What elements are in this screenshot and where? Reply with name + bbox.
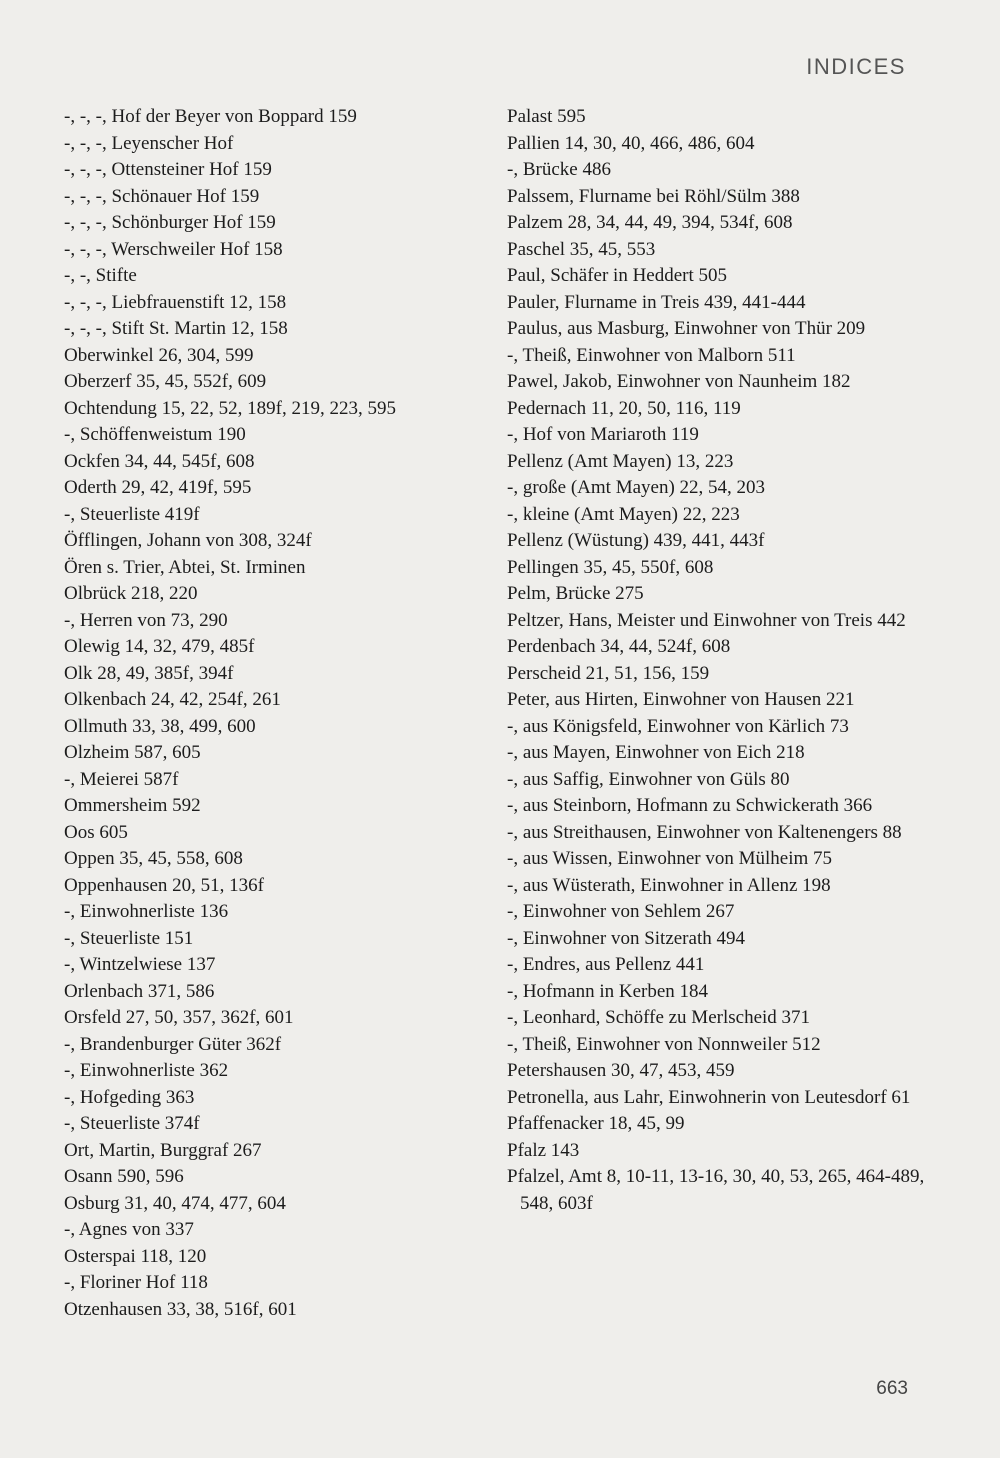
index-entry: Olewig 14, 32, 479, 485f	[64, 636, 255, 657]
index-entry: -, Herren von 73, 290	[64, 609, 228, 631]
index-entry: -, Theiß, Einwohner von Nonnweiler 512	[507, 1033, 821, 1055]
index-entry: -, -, -, Ottensteiner Hof 159	[64, 159, 272, 180]
index-entry: -, Brandenburger Güter 362f	[64, 1033, 282, 1055]
index-entry: Pallien 14, 30, 40, 466, 486, 604	[507, 132, 755, 154]
index-entry: Oppenhausen 20, 51, 136f	[64, 874, 264, 896]
index-entry: -, Einwohner von Sehlem 267	[507, 901, 735, 922]
index-entry: Paul, Schäfer in Heddert 505	[507, 265, 728, 286]
index-entry: Peltzer, Hans, Meister und Einwohner von Treis 442	[507, 609, 906, 631]
index-entry: -, Steuerliste 151	[64, 927, 194, 949]
index-entry: -, -, -, Schönburger Hof 159	[64, 212, 276, 233]
index-entry: -, Einwohnerliste 362	[64, 1060, 229, 1081]
index-entry: Petronella, aus Lahr, Einwohnerin von Leutesdorf 61	[507, 1086, 911, 1108]
index-entry: Oderth 29, 42, 419f, 595	[64, 477, 252, 498]
index-entry: -, kleine (Amt Mayen) 22, 223	[507, 503, 740, 525]
page-number: 663	[876, 1378, 908, 1399]
index-entry: -, aus Saffig, Einwohner von Güls 80	[507, 768, 790, 790]
index-entry: Ommersheim 592	[64, 795, 201, 816]
index-entry: -, -, -, Liebfrauenstift 12, 158	[64, 291, 287, 313]
index-entry: Ollmuth 33, 38, 499, 600	[64, 715, 256, 737]
index-entry: -, Meierei 587f	[64, 768, 179, 790]
index-entry: -, -, -, Werschweiler Hof 158	[64, 238, 283, 260]
index-column-right	[507, 104, 927, 1217]
index-entry: -, Einwohnerliste 136	[64, 901, 229, 922]
index-entry: -, Floriner Hof 118	[64, 1272, 208, 1293]
index-entry: Pedernach 11, 20, 50, 116, 119	[507, 397, 741, 419]
index-column-left	[64, 104, 484, 1323]
index-entry: -, aus Wissen, Einwohner von Mülheim 75	[507, 848, 833, 869]
running-head: INDICES	[806, 54, 906, 79]
index-entry: Perdenbach 34, 44, 524f, 608	[507, 636, 731, 657]
index-entry: Ort, Martin, Burggraf 267	[64, 1139, 262, 1161]
index-entry: -, -, -, Leyenscher Hof	[64, 132, 234, 154]
index-entry: Pawel, Jakob, Einwohner von Naunheim 182	[507, 371, 851, 392]
index-entry: -, Theiß, Einwohner von Malborn 511	[507, 344, 796, 366]
index-entry: Palast 595	[507, 106, 586, 127]
index-entry: -, Brücke 486	[507, 159, 611, 180]
index-entry: Palzem 28, 34, 44, 49, 394, 534f, 608	[507, 212, 793, 233]
index-entry: Olk 28, 49, 385f, 394f	[64, 662, 234, 684]
index-entry: Pellingen 35, 45, 550f, 608	[507, 556, 714, 578]
index-entry: Oppen 35, 45, 558, 608	[64, 848, 243, 869]
index-entry: Perscheid 21, 51, 156, 159	[507, 662, 710, 684]
index-entry: Oberzerf 35, 45, 552f, 609	[64, 371, 267, 392]
index-entry: Olkenbach 24, 42, 254f, 261	[64, 689, 281, 710]
index-entry: Petershausen 30, 47, 453, 459	[507, 1060, 735, 1081]
index-entry: Paschel 35, 45, 553	[507, 238, 656, 260]
index-entry: -, Hofmann in Kerben 184	[507, 980, 709, 1002]
index-entry: Osterspai 118, 120	[64, 1245, 207, 1267]
index-entry: -, Endres, aus Pellenz 441	[507, 954, 705, 975]
index-entry: Olzheim 587, 605	[64, 742, 201, 763]
index-entry: Paulus, aus Masburg, Einwohner von Thür 209	[507, 318, 866, 339]
index-entry: Osburg 31, 40, 474, 477, 604	[64, 1192, 286, 1214]
index-entry: -, aus Streithausen, Einwohner von Kaltenengers 88	[507, 821, 902, 843]
index-entry: -, aus Königsfeld, Einwohner von Kärlich 73	[507, 715, 849, 737]
index-entry: -, aus Wüsterath, Einwohner in Allenz 198	[507, 874, 831, 896]
index-entry: -, Wintzelwiese 137	[64, 954, 216, 975]
index-entry: Oberwinkel 26, 304, 599	[64, 344, 254, 366]
index-entry: Ören s. Trier, Abtei, St. Irminen	[64, 556, 306, 578]
index-entry: Pfalz 143	[507, 1139, 580, 1161]
index-entry: Pfalzel, Amt 8, 10-11, 13-16, 30, 40, 53, 265, 464-489, 548, 603f	[507, 1166, 925, 1214]
index-entry: -, Einwohner von Sitzerath 494	[507, 927, 745, 949]
index-entry: -, große (Amt Mayen) 22, 54, 203	[507, 477, 766, 498]
index-entry: -, -, -, Stift St. Martin 12, 158	[64, 318, 288, 339]
index-entry: Palssem, Flurname bei Röhl/Sülm 388	[507, 185, 800, 207]
index-entry: Peter, aus Hirten, Einwohner von Hausen 221	[507, 689, 855, 710]
index-entry: Pauler, Flurname in Treis 439, 441-444	[507, 291, 806, 313]
index-entry: -, Leonhard, Schöffe zu Merlscheid 371	[507, 1007, 811, 1028]
index-entry: -, Schöffenweistum 190	[64, 424, 246, 445]
index-entry: Oos 605	[64, 821, 128, 843]
index-entry: Orlenbach 371, 586	[64, 980, 215, 1002]
index-entry: -, -, Stifte	[64, 265, 137, 286]
index-entry: Pellenz (Amt Mayen) 13, 223	[507, 450, 734, 472]
index-entry: -, Hofgeding 363	[64, 1086, 195, 1108]
index-entry: -, -, -, Hof der Beyer von Boppard 159	[64, 106, 357, 127]
index-entry: -, aus Steinborn, Hofmann zu Schwickerath 366	[507, 795, 873, 816]
index-entry: Pelm, Brücke 275	[507, 583, 644, 604]
index-entry: Öfflingen, Johann von 308, 324f	[64, 530, 312, 551]
index-entry: Olbrück 218, 220	[64, 583, 198, 604]
index-entry: -, Hof von Mariaroth 119	[507, 424, 699, 445]
index-entry: -, -, -, Schönauer Hof 159	[64, 185, 260, 207]
index-entry: -, Steuerliste 374f	[64, 1113, 200, 1134]
index-entry: Orsfeld 27, 50, 357, 362f, 601	[64, 1007, 294, 1028]
index-entry: Pellenz (Wüstung) 439, 441, 443f	[507, 530, 765, 551]
index-entry: -, Agnes von 337	[64, 1219, 194, 1240]
index-entry: Otzenhausen 33, 38, 516f, 601	[64, 1298, 297, 1320]
index-entry: Ockfen 34, 44, 545f, 608	[64, 450, 255, 472]
index-entry: Pfaffenacker 18, 45, 99	[507, 1113, 685, 1134]
index-entry: Ochtendung 15, 22, 52, 189f, 219, 223, 595	[64, 397, 396, 419]
index-entry: Osann 590, 596	[64, 1166, 184, 1187]
index-entry: -, Steuerliste 419f	[64, 503, 200, 525]
index-entry: -, aus Mayen, Einwohner von Eich 218	[507, 742, 805, 763]
